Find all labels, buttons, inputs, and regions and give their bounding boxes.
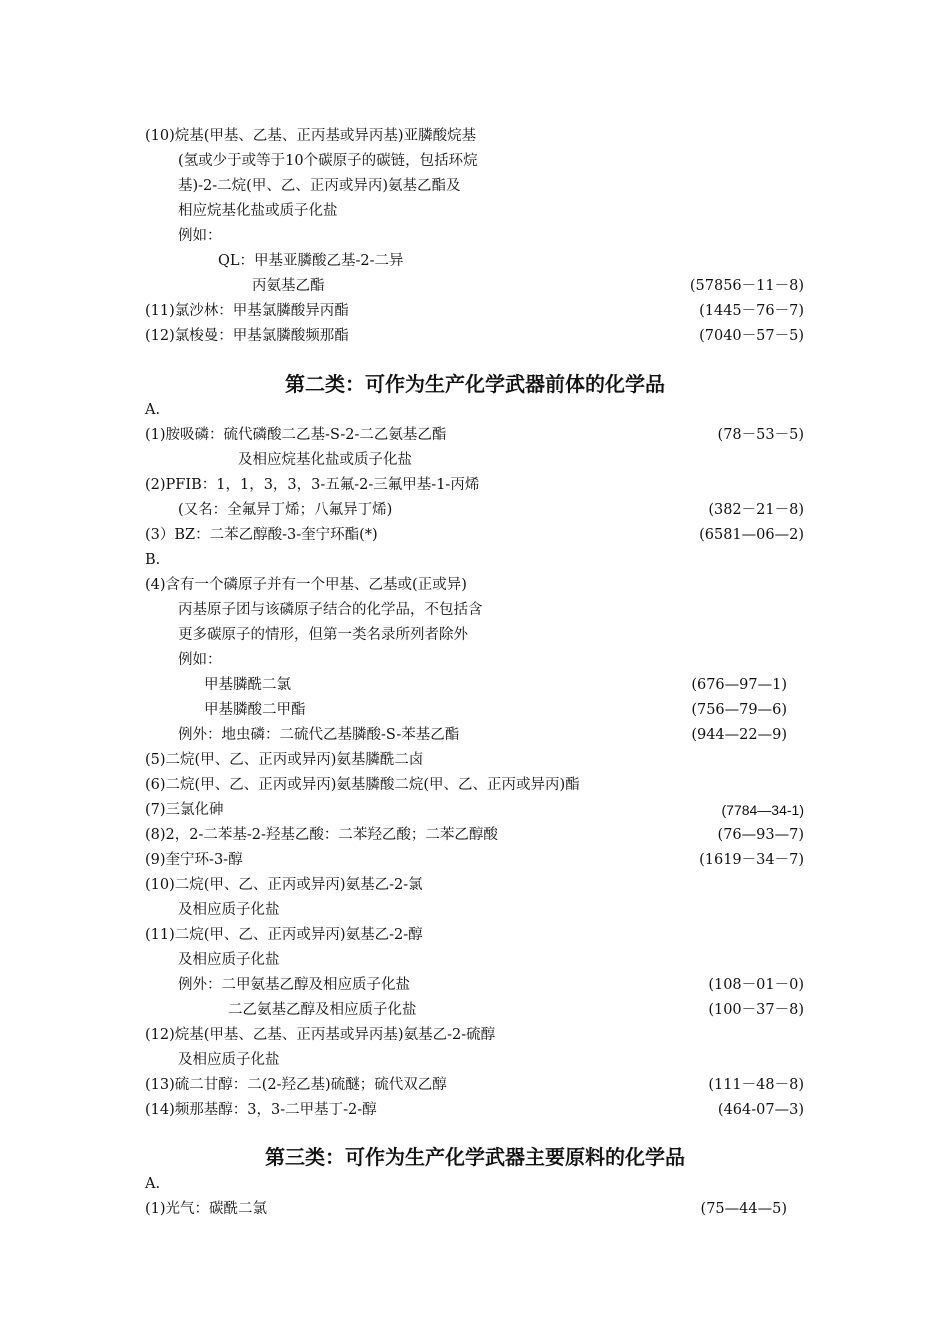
entry-line [0, 573, 950, 598]
entry-line [0, 898, 950, 923]
entry-text: (2)PFIB：1，1，3，3，3-五氟-2-三氟甲基-1-丙烯 [145, 477, 480, 493]
entry-line [0, 1023, 950, 1048]
entry-text: (12)烷基(甲基、乙基、正丙基或异丙基)氨基乙-2-硫醇 [145, 1027, 496, 1043]
cas-number: (57856－11－8) [689, 278, 804, 294]
entry-text: (又名：全氟异丁烯；八氟异丁烯) [178, 502, 393, 518]
entry-line [0, 848, 950, 873]
entry-line [0, 673, 950, 698]
entry-text: 及相应质子化盐 [178, 1052, 280, 1068]
entry-line [0, 498, 950, 523]
entry-text: 例如： [178, 228, 222, 244]
entry-text: A. [145, 1176, 161, 1192]
cas-number: (78－53－5) [717, 427, 804, 443]
entry-line [0, 324, 950, 349]
entry-text: 例外：地虫磷：二硫代乙基膦酸-S-苯基乙酯 [178, 727, 460, 743]
cas-number: (108－01－0) [708, 977, 804, 993]
entry-text: 例外：二甲氨基乙醇及相应质子化盐 [178, 977, 410, 993]
cas-number: (75—44—5) [700, 1201, 787, 1217]
entry-line [0, 1197, 950, 1222]
entry-text: (13)硫二甘醇：二(2-羟乙基)硫醚；硫代双乙醇 [145, 1077, 447, 1093]
section-heading: 第二类：可作为生产化学武器前体的化学品 [285, 372, 665, 396]
entry-text: (11)二烷(甲、乙、正丙或异丙)氨基乙-2-醇 [145, 927, 423, 943]
cas-number: (1619－34－7) [699, 852, 804, 868]
cas-number: (7784—34-1) [721, 802, 804, 818]
entry-text: 更多碳原子的情形，但第一类名录所列者除外 [178, 627, 468, 643]
cas-number: (464-07—3) [717, 1102, 804, 1118]
entry-line [0, 448, 950, 473]
entry-line [0, 174, 950, 199]
entry-line [0, 199, 950, 224]
entry-line [0, 648, 950, 673]
entry-text: (12)氯梭曼：甲基氯膦酸频那酯 [145, 328, 349, 344]
entry-text: 甲基膦酸二甲酯 [204, 702, 306, 718]
entry-line [0, 873, 950, 898]
entry-line [0, 823, 950, 848]
entry-line [0, 299, 950, 324]
entry-line [0, 224, 950, 249]
entry-line [0, 973, 950, 998]
entry-line [0, 149, 950, 174]
entry-text: (8)2，2-二苯基-2-羟基乙酸：二苯羟乙酸；二苯乙醇酸 [145, 827, 498, 843]
cas-number: (111－48－8) [708, 1077, 804, 1093]
entry-line [0, 398, 950, 423]
entry-text: (3）BZ：二苯乙醇酸-3-奎宁环酯(*) [145, 527, 378, 543]
entry-line [0, 923, 950, 948]
entry-line [0, 274, 950, 299]
entry-line [0, 698, 950, 723]
entry-line [0, 473, 950, 498]
entry-text: 例如： [178, 652, 222, 668]
entry-text: 及相应质子化盐 [178, 952, 280, 968]
entry-line [0, 548, 950, 573]
entry-line [0, 748, 950, 773]
entry-text: (5)二烷(甲、乙、正丙或异丙)氨基膦酰二卤 [145, 752, 424, 768]
cas-number: (944—22—9) [691, 727, 787, 743]
entry-text: 丙氨基乙酯 [252, 278, 325, 294]
entry-text: (4)含有一个磷原子并有一个甲基、乙基或(正或异) [145, 577, 467, 593]
entry-line [0, 798, 950, 823]
entry-text: A. [145, 402, 161, 418]
entry-text: 及相应烷基化盐或质子化盐 [238, 452, 412, 468]
entry-text: (10)烷基(甲基、乙基、正丙基或异丙基)亚膦酸烷基 [145, 128, 477, 144]
entry-text: 丙基原子团与该磷原子结合的化学品，不包括含 [178, 602, 483, 618]
entry-line [0, 998, 950, 1023]
entry-line [0, 623, 950, 648]
entry-text: (1)光气：碳酰二氯 [145, 1201, 268, 1217]
entry-line [0, 1073, 950, 1098]
entry-text: 甲基膦酰二氯 [204, 677, 291, 693]
entry-line [0, 598, 950, 623]
entry-text: (11)氯沙林：甲基氯膦酸异丙酯 [145, 303, 349, 319]
entry-text: (7)三氯化砷 [145, 802, 224, 818]
cas-number: (676—97—1) [691, 677, 787, 693]
entry-line [0, 1172, 950, 1197]
entry-text: 相应烷基化盐或质子化盐 [178, 203, 338, 219]
entry-text: 二乙氨基乙醇及相应质子化盐 [228, 1002, 417, 1018]
cas-number: (76—93—7) [717, 827, 804, 843]
entry-line [0, 249, 950, 274]
entry-line [0, 773, 950, 798]
entry-text: 及相应质子化盐 [178, 902, 280, 918]
entry-text: QL：甲基亚膦酸乙基-2-二异 [218, 253, 404, 269]
entry-text: (氢或少于或等于10个碳原子的碳链，包括环烷 [178, 153, 478, 169]
entry-text: (6)二烷(甲、乙、正丙或异丙)氨基膦酸二烷(甲、乙、正丙或异丙)酯 [145, 777, 580, 793]
entry-line [0, 723, 950, 748]
cas-number: (382－21－8) [708, 502, 804, 518]
cas-number: (1445－76－7) [699, 303, 804, 319]
entry-text: (9)奎宁环-3-醇 [145, 852, 243, 868]
cas-number: (756—79—6) [691, 702, 787, 718]
entry-line [0, 948, 950, 973]
entry-text: (1)胺吸磷：硫代磷酸二乙基-S-2-二乙氨基乙酯 [145, 427, 447, 443]
cas-number: (100－37－8) [708, 1002, 804, 1018]
entry-text: (10)二烷(甲、乙、正丙或异丙)氨基乙-2-氯 [145, 877, 423, 893]
entry-text: B. [145, 552, 161, 568]
entry-line [0, 1048, 950, 1073]
entry-text: 基)-2-二烷(甲、乙、正丙或异丙)氨基乙酯及 [178, 178, 461, 194]
entry-line [0, 1098, 950, 1123]
entry-text: (14)频那基醇：3，3-二甲基丁-2-醇 [145, 1102, 377, 1118]
entry-line [0, 423, 950, 448]
cas-number: (7040－57－5) [699, 328, 804, 344]
cas-number: (6581—06—2) [699, 527, 804, 543]
entry-line [0, 523, 950, 548]
section-heading: 第三类：可作为生产化学武器主要原料的化学品 [265, 1145, 685, 1169]
entry-line [0, 124, 950, 149]
